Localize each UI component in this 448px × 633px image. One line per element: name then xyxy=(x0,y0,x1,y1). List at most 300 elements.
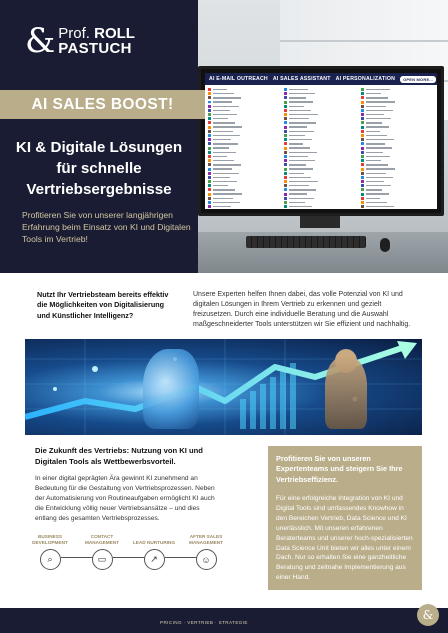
tool-logo-icon xyxy=(208,121,211,124)
screen-header xyxy=(205,73,437,85)
tool-logo-icon xyxy=(208,184,211,187)
tool-logo-icon xyxy=(361,88,364,91)
tool-logo-icon xyxy=(208,193,211,196)
tool-name-bar xyxy=(213,110,230,111)
tool-row xyxy=(361,205,434,208)
tool-row xyxy=(361,134,434,137)
tool-logo-icon xyxy=(208,96,211,99)
tool-row xyxy=(361,159,434,162)
tool-row xyxy=(361,92,434,95)
tool-row xyxy=(208,134,281,137)
tool-name-bar xyxy=(213,131,233,132)
tool-row xyxy=(284,193,357,196)
tool-name-bar xyxy=(213,156,227,157)
tool-row xyxy=(361,109,434,112)
tool-name-bar xyxy=(289,131,314,132)
tool-logo-icon xyxy=(361,155,364,158)
footer-tagline: PRICING · VERTRIEB · STRATEGIE xyxy=(160,620,248,625)
contact-card-icon: ▭ xyxy=(92,549,113,570)
tool-row xyxy=(361,197,434,200)
tool-name-bar xyxy=(289,97,306,98)
tool-logo-icon xyxy=(361,172,364,175)
tool-logo-icon xyxy=(361,126,364,129)
tool-row xyxy=(361,163,434,166)
tool-name-bar xyxy=(366,152,383,153)
tool-logo-icon xyxy=(361,96,364,99)
monitor-stand xyxy=(300,214,340,228)
tool-logo-icon xyxy=(208,155,211,158)
tool-logo-icon xyxy=(361,109,364,112)
tool-row xyxy=(208,163,281,166)
tool-logo-icon xyxy=(208,188,211,191)
tool-row xyxy=(208,96,281,99)
logo-wordmark xyxy=(58,26,135,57)
tool-row xyxy=(208,176,281,179)
tool-name-bar xyxy=(289,93,315,94)
mouse xyxy=(380,238,390,252)
businessman-figure xyxy=(325,357,367,429)
tool-logo-icon xyxy=(361,121,364,124)
tool-row xyxy=(208,155,281,158)
tool-name-bar xyxy=(366,118,391,119)
tool-row xyxy=(284,117,357,120)
tool-name-bar xyxy=(213,185,228,186)
tool-logo-icon xyxy=(208,159,211,162)
monitor-screen xyxy=(205,73,437,209)
tool-logo-icon xyxy=(284,126,287,129)
tool-logo-icon xyxy=(361,176,364,179)
tool-name-bar xyxy=(213,93,234,94)
tool-row xyxy=(208,159,281,162)
tool-logo-icon xyxy=(208,130,211,133)
tool-row xyxy=(208,205,281,208)
tool-logo-icon xyxy=(208,126,211,129)
hero-headline-line: KI & Digitale Lösungen xyxy=(15,139,183,156)
tool-row xyxy=(284,168,357,171)
tool-row xyxy=(284,155,357,158)
tool-logo-icon xyxy=(208,176,211,179)
tool-name-bar xyxy=(289,164,306,165)
process-step xyxy=(181,532,231,570)
tool-logo-icon xyxy=(284,168,287,171)
tool-row xyxy=(284,122,357,125)
tool-row xyxy=(208,142,281,145)
expert-text: Für eine erfolgreiche Integration von KI und Digital Tools sind umfassendes Knowhow in den Bereichen Vertrieb, Data Science und KI unerlässlich. Mit unseren erfahrenen Beraterteams und unserer hoch-spezialisierten Data Science Unit bieten wir alles unter einem Dach. Nur so erhalten Sie eine ganzheitliche Beratung und zeitnahe Implementierung aus einer Hand. xyxy=(276,495,413,582)
tool-row xyxy=(361,172,434,175)
tool-row xyxy=(208,130,281,133)
tool-name-bar xyxy=(289,152,317,153)
tool-logo-icon xyxy=(361,159,364,162)
tool-name-bar xyxy=(289,185,309,186)
tool-row xyxy=(361,101,434,104)
tool-name-bar xyxy=(289,156,308,157)
tool-logo-icon xyxy=(361,193,364,196)
hero-headline-line: Vertriebsergebnisse xyxy=(26,180,172,198)
tool-logo-icon xyxy=(361,134,364,137)
tool-logo-icon xyxy=(361,142,364,145)
tool-name-bar xyxy=(289,135,305,136)
tool-logo-icon xyxy=(361,147,364,150)
tool-row xyxy=(284,201,357,204)
tool-name-bar xyxy=(366,168,395,169)
tool-logo-icon xyxy=(284,155,287,158)
tool-row xyxy=(284,109,357,112)
tool-row xyxy=(208,197,281,200)
intro-question: Nutzt Ihr Vertriebsteam bereits effektiv die Möglichkeiten von Digitalisierung und Künstlicher Intelligenz? xyxy=(37,290,169,320)
tool-logo-icon xyxy=(361,92,364,95)
tool-name-bar xyxy=(366,202,387,203)
tool-logo-icon xyxy=(361,197,364,200)
tool-row xyxy=(361,138,434,141)
tool-logo-icon xyxy=(284,92,287,95)
tool-name-bar xyxy=(289,122,316,123)
hero-headline xyxy=(0,138,198,201)
tool-name-bar xyxy=(289,160,315,161)
tool-row xyxy=(284,101,357,104)
tool-name-bar xyxy=(366,97,388,98)
tool-logo-icon xyxy=(208,117,211,120)
tool-row xyxy=(208,147,281,150)
tool-row xyxy=(208,138,281,141)
tool-column xyxy=(361,88,434,206)
tool-logo-icon xyxy=(361,105,364,108)
tool-logo-icon xyxy=(361,101,364,104)
screen-col-title: AI PERSONALIZATION xyxy=(335,76,396,82)
process-step xyxy=(129,532,179,570)
tool-logo-icon xyxy=(361,117,364,120)
tool-name-bar xyxy=(213,164,241,165)
process-step-label: LEAD NURTURING xyxy=(132,540,176,546)
tool-row xyxy=(284,130,357,133)
company-logo xyxy=(25,21,135,61)
tool-name-bar xyxy=(213,89,227,90)
tool-name-bar xyxy=(289,139,312,140)
tool-logo-icon xyxy=(284,159,287,162)
intro-text: Unsere Experten helfen Ihnen dabei, das volle Potenzial von KI und digitalen Lösungen in Ihrem Vertrieb zu erkennen und gezielt freizusetzen. Durch eine individuelle Beratung und die Auswahl maßgeschneiderter Tools unterstützen wir Sie effizient und nachhaltig. xyxy=(193,291,411,328)
tool-name-bar xyxy=(366,173,386,174)
monitor xyxy=(198,66,444,216)
tool-row xyxy=(361,193,434,196)
tool-logo-icon xyxy=(284,96,287,99)
open-more-button: OPEN MORE... xyxy=(400,76,436,83)
tool-name-bar xyxy=(213,189,235,190)
tool-logo-icon xyxy=(284,205,287,208)
tool-name-bar xyxy=(366,156,390,157)
tool-row xyxy=(361,201,434,204)
tool-name-bar xyxy=(289,126,307,127)
tool-logo-icon xyxy=(284,142,287,145)
tool-name-bar xyxy=(289,202,305,203)
tool-name-bar xyxy=(289,189,316,190)
tool-name-bar xyxy=(289,106,304,107)
tool-logo-icon xyxy=(208,180,211,183)
ampersand-logo-icon: & xyxy=(25,21,56,61)
tool-name-bar xyxy=(213,173,239,174)
tool-name-bar xyxy=(366,181,384,182)
tool-logo-icon xyxy=(208,151,211,154)
tool-row xyxy=(361,180,434,183)
tool-row xyxy=(361,130,434,133)
tool-name-bar xyxy=(289,206,312,207)
tool-logo-icon xyxy=(361,163,364,166)
tool-logo-icon xyxy=(361,151,364,154)
tool-name-bar xyxy=(289,168,313,169)
tool-name-bar xyxy=(213,152,236,153)
tool-logo-icon xyxy=(208,109,211,112)
tool-logo-icon xyxy=(284,176,287,179)
tool-row xyxy=(208,126,281,129)
tool-row xyxy=(361,105,434,108)
tool-row xyxy=(284,88,357,91)
tool-row xyxy=(284,96,357,99)
tool-name-bar xyxy=(213,97,241,98)
process-step-label: CONTACT MANAGEMENT xyxy=(84,534,120,546)
process-step-label: BUSINESS DEVELOPMENT xyxy=(32,534,68,546)
footer-logo-icon: & xyxy=(417,604,439,626)
tool-logo-icon xyxy=(284,121,287,124)
tool-row xyxy=(284,147,357,150)
tool-logo-icon xyxy=(284,147,287,150)
tool-row xyxy=(284,113,357,116)
tool-name-bar xyxy=(366,139,394,140)
tool-name-bar xyxy=(213,118,228,119)
tool-logo-icon xyxy=(284,134,287,137)
tool-row xyxy=(284,163,357,166)
tool-name-bar xyxy=(366,122,382,123)
expert-heading: Profitieren Sie von unseren Expertenteams und steigern Sie Ihre Vertriebseffizienz. xyxy=(276,454,403,484)
tool-name-bar xyxy=(289,110,311,111)
tool-logo-icon xyxy=(208,197,211,200)
tool-row xyxy=(208,105,281,108)
tool-name-bar xyxy=(213,193,242,194)
tool-row xyxy=(208,92,281,95)
tool-logo-icon xyxy=(284,117,287,120)
sales-process-steps xyxy=(25,532,235,587)
growth-chart-icon: ↗ xyxy=(144,549,165,570)
tool-row xyxy=(208,193,281,196)
tool-logo-icon xyxy=(208,201,211,204)
tool-row xyxy=(361,189,434,192)
tool-name-bar xyxy=(289,193,307,194)
tool-name-bar xyxy=(213,147,229,148)
tool-name-bar xyxy=(366,101,395,102)
tool-row xyxy=(361,122,434,125)
tool-row xyxy=(208,184,281,187)
tool-name-bar xyxy=(366,131,380,132)
process-step xyxy=(77,532,127,570)
screen-col-title: AI SALES ASSISTANT xyxy=(272,76,331,82)
tool-name-bar xyxy=(213,122,235,123)
tool-name-bar xyxy=(289,101,313,102)
tool-logo-icon xyxy=(208,205,211,208)
tool-logo-icon xyxy=(361,113,364,116)
tool-logo-icon xyxy=(208,142,211,145)
tool-name-bar xyxy=(213,168,232,169)
tool-name-bar xyxy=(366,93,381,94)
tool-row xyxy=(361,184,434,187)
tool-row xyxy=(361,142,434,145)
tool-name-bar xyxy=(213,198,233,199)
tool-name-bar xyxy=(213,206,231,207)
tool-name-bar xyxy=(366,193,389,194)
tool-row xyxy=(284,126,357,129)
tool-logo-icon xyxy=(284,188,287,191)
tool-name-bar xyxy=(289,173,304,174)
tool-name-bar xyxy=(213,181,237,182)
tool-row xyxy=(284,189,357,192)
tool-row xyxy=(361,126,434,129)
tool-logo-icon xyxy=(208,138,211,141)
keyboard xyxy=(246,236,366,248)
magnifier-icon: ⌕ xyxy=(40,549,61,570)
tool-name-bar xyxy=(366,106,386,107)
tool-logo-icon xyxy=(284,138,287,141)
tool-logo-icon xyxy=(284,105,287,108)
logo-pastuch: PASTUCH xyxy=(58,40,132,57)
tool-row xyxy=(361,96,434,99)
tool-logo-icon xyxy=(361,168,364,171)
tool-name-bar xyxy=(289,118,309,119)
banner-text: AI SALES BOOST! xyxy=(31,95,174,113)
tool-logo-icon xyxy=(208,172,211,175)
tool-logo-icon xyxy=(361,138,364,141)
tool-logo-icon xyxy=(284,101,287,104)
tool-name-bar xyxy=(366,114,384,115)
tool-logo-icon xyxy=(284,163,287,166)
ai-banner-image xyxy=(25,339,422,435)
tool-row xyxy=(284,180,357,183)
tool-logo-icon xyxy=(284,184,287,187)
tool-name-bar xyxy=(366,135,387,136)
tool-logo-icon xyxy=(208,105,211,108)
tool-name-bar xyxy=(366,198,380,199)
tool-logo-icon xyxy=(208,88,211,91)
tool-logo-icon xyxy=(284,180,287,183)
tool-logo-icon xyxy=(284,109,287,112)
tool-logo-icon xyxy=(284,130,287,133)
tool-logo-icon xyxy=(284,151,287,154)
expert-box xyxy=(268,446,422,590)
tool-row xyxy=(208,88,281,91)
tool-name-bar xyxy=(289,181,318,182)
tool-logo-icon xyxy=(208,92,211,95)
ai-head-silhouette xyxy=(143,349,199,429)
tool-name-bar xyxy=(289,89,308,90)
tool-name-bar xyxy=(213,177,230,178)
tool-row xyxy=(284,172,357,175)
tool-row xyxy=(361,155,434,158)
tool-row xyxy=(284,197,357,200)
tool-row xyxy=(284,92,357,95)
tool-row xyxy=(361,113,434,116)
tool-logo-icon xyxy=(284,197,287,200)
tool-logo-icon xyxy=(284,193,287,196)
tool-row xyxy=(361,176,434,179)
tool-row xyxy=(284,142,357,145)
process-step xyxy=(25,532,75,570)
tool-row xyxy=(208,201,281,204)
tool-name-bar xyxy=(213,114,237,115)
logo-prof: Prof. xyxy=(58,24,90,42)
tool-row xyxy=(208,172,281,175)
tool-logo-icon xyxy=(361,188,364,191)
tool-logo-icon xyxy=(284,172,287,175)
tool-name-bar xyxy=(213,143,238,144)
tool-row xyxy=(361,147,434,150)
tool-row xyxy=(208,117,281,120)
tool-logo-icon xyxy=(208,168,211,171)
tool-name-bar xyxy=(366,143,385,144)
footer xyxy=(0,608,448,633)
tool-name-bar xyxy=(366,147,392,148)
tool-column xyxy=(208,88,281,206)
tool-name-bar xyxy=(366,206,394,207)
tool-row xyxy=(284,105,357,108)
tool-name-bar xyxy=(213,135,240,136)
hero-headline-line: für schnelle xyxy=(56,159,142,177)
tool-logo-icon xyxy=(284,88,287,91)
tool-logo-icon xyxy=(361,180,364,183)
tool-name-bar xyxy=(366,185,391,186)
tool-name-bar xyxy=(366,160,381,161)
tool-name-bar xyxy=(213,126,242,127)
logo-roll: ROLL xyxy=(94,24,135,42)
sales-boost-banner xyxy=(0,90,205,119)
tool-name-bar xyxy=(366,110,393,111)
tool-row xyxy=(284,138,357,141)
tool-logo-icon xyxy=(208,147,211,150)
hero-section xyxy=(0,0,448,273)
tool-logo-icon xyxy=(361,201,364,204)
tool-name-bar xyxy=(289,177,311,178)
tool-row xyxy=(284,151,357,154)
tool-row xyxy=(208,151,281,154)
tool-row xyxy=(284,176,357,179)
support-person-icon: ☺ xyxy=(196,549,217,570)
future-text: In einer digital geprägten Ära gewinnt KI zunehmend an Bedeutung für die Gestaltung von Vertriebsprozessen. Neben der Automatisierung von Routineaufgaben ermöglicht KI auch die Entwicklung völlig neuer Vertriebsansätze – und dies entlang des gesamten Vertriebsprozesses. xyxy=(35,475,215,522)
tool-row xyxy=(361,117,434,120)
tool-row xyxy=(208,113,281,116)
tool-name-bar xyxy=(366,189,382,190)
banner-divider xyxy=(205,103,265,104)
tool-row xyxy=(208,122,281,125)
tool-row xyxy=(284,205,357,208)
tool-row xyxy=(208,180,281,183)
tool-name-bar xyxy=(289,114,318,115)
tool-name-bar xyxy=(213,202,240,203)
tool-name-bar xyxy=(213,160,234,161)
tool-name-bar xyxy=(289,198,314,199)
tool-logo-icon xyxy=(284,201,287,204)
tool-row xyxy=(284,184,357,187)
tool-logo-icon xyxy=(208,163,211,166)
tool-name-bar xyxy=(213,139,231,140)
tool-row xyxy=(208,109,281,112)
tool-logo-icon xyxy=(361,184,364,187)
tool-row xyxy=(208,189,281,192)
screen-col-title: AI E-MAIL OUTREACH xyxy=(209,76,268,82)
tool-logo-icon xyxy=(208,134,211,137)
tool-name-bar xyxy=(366,164,388,165)
tool-row xyxy=(361,168,434,171)
process-step-label: AFTER SALES MANAGEMENT xyxy=(188,534,224,546)
tool-row xyxy=(284,159,357,162)
tool-name-bar xyxy=(213,106,239,107)
tool-row xyxy=(284,134,357,137)
tool-logo-icon xyxy=(284,113,287,116)
tool-logo-icon xyxy=(361,130,364,133)
tool-name-bar xyxy=(289,143,303,144)
